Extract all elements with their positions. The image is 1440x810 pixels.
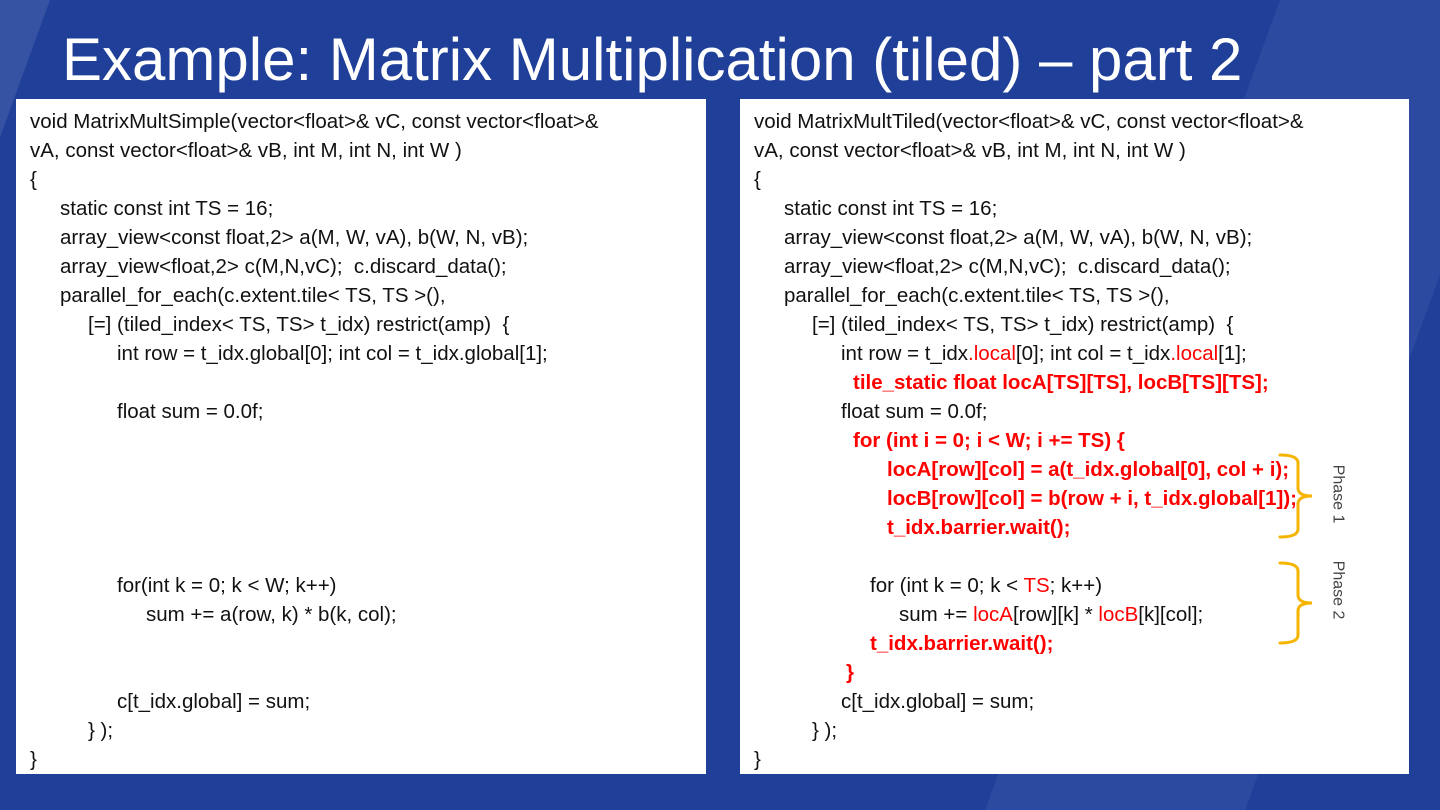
code-line — [841, 339, 1247, 368]
code-token: } — [30, 748, 37, 771]
code-token: [0]; int col = t_idx — [1015, 342, 1171, 365]
slide-title: Example: Matrix Multiplication (tiled) – part 2 — [62, 26, 1243, 93]
code-token: [1]; — [1218, 342, 1247, 365]
highlighted-code-token: locB — [1098, 603, 1139, 626]
code-token: c[t_idx.global] = sum; — [841, 690, 1035, 713]
code-line — [88, 716, 113, 745]
code-line — [784, 194, 997, 223]
code-token: static const int TS = 16; — [60, 197, 274, 220]
highlighted-code-token: for (int i = 0; i < W; i += TS) { — [853, 429, 1125, 452]
code-line — [899, 600, 1203, 629]
code-line — [812, 310, 1233, 339]
highlighted-code-token: tile_static float locA[TS][TS], locB[TS][TS]; — [853, 371, 1269, 394]
code-token: sum += a(row, k) * b(k, col); — [146, 603, 397, 626]
code-token: for (int k = 0; k < — [870, 574, 1024, 597]
code-line — [853, 426, 1125, 455]
code-line — [60, 252, 507, 281]
tiled-code-panel — [740, 99, 1409, 774]
code-token: vA, const vector<float>& vB, int M, int N, int W ) — [30, 139, 462, 162]
code-line — [841, 397, 987, 426]
code-line — [887, 455, 1289, 484]
code-line — [784, 252, 1231, 281]
highlighted-code-token: .local — [1170, 342, 1219, 365]
highlighted-code-token: t_idx.barrier.wait(); — [887, 516, 1071, 539]
code-token: [k][col]; — [1138, 603, 1204, 626]
highlighted-code-token: } — [846, 661, 854, 684]
code-line — [754, 165, 761, 194]
code-token: int row = t_idx — [841, 342, 969, 365]
code-token: } ); — [88, 719, 114, 742]
code-token: [=] (tiled_index< TS, TS> t_idx) restrict(amp) { — [88, 313, 510, 336]
highlighted-code-token: TS — [1023, 574, 1050, 597]
code-token: int row = t_idx.global[0]; int col = t_idx.global[1]; — [117, 342, 548, 365]
code-token: float sum = 0.0f; — [117, 400, 264, 423]
code-line — [117, 339, 548, 368]
highlighted-code-token: locA[row][col] = a(t_idx.global[0], col + i); — [887, 458, 1290, 481]
code-line — [60, 223, 528, 252]
code-line — [60, 281, 446, 310]
code-line — [30, 165, 37, 194]
code-line — [754, 136, 1186, 165]
code-token: for(int k = 0; k < W; k++) — [117, 574, 337, 597]
code-token: parallel_for_each(c.extent.tile< TS, TS >(), — [784, 284, 1170, 307]
code-token: vA, const vector<float>& vB, int M, int N, int W ) — [754, 139, 1186, 162]
code-line — [117, 571, 337, 600]
code-line — [754, 107, 1304, 136]
code-token: array_view<float,2> c(M,N,vC); c.discard_data(); — [60, 255, 507, 278]
code-line — [60, 194, 273, 223]
code-line — [841, 687, 1034, 716]
code-token: [=] (tiled_index< TS, TS> t_idx) restrict(amp) { — [812, 313, 1234, 336]
code-line — [146, 600, 397, 629]
code-token: sum += — [899, 603, 974, 626]
highlighted-code-token: locA — [973, 603, 1013, 626]
phase1-label: Phase 1 — [1329, 464, 1347, 524]
highlighted-code-token: locB[row][col] = b(row + i, t_idx.global[1]); — [887, 487, 1298, 510]
simple-code-panel — [16, 99, 706, 774]
code-token: array_view<const float,2> a(M, W, vA), b(W, N, vB); — [784, 226, 1253, 249]
code-token: void MatrixMultSimple(vector<float>& vC, const vector<float>& — [30, 110, 599, 133]
code-token: static const int TS = 16; — [784, 197, 998, 220]
code-line — [870, 629, 1053, 658]
code-line — [754, 745, 761, 774]
code-token: } ); — [812, 719, 838, 742]
code-token: array_view<float,2> c(M,N,vC); c.discard_data(); — [784, 255, 1231, 278]
code-token: array_view<const float,2> a(M, W, vA), b(W, N, vB); — [60, 226, 529, 249]
code-token: float sum = 0.0f; — [841, 400, 988, 423]
code-token: void MatrixMultTiled(vector<float>& vC, const vector<float>& — [754, 110, 1304, 133]
code-line — [853, 368, 1269, 397]
code-token: parallel_for_each(c.extent.tile< TS, TS >(), — [60, 284, 446, 307]
code-token: [row][k] * — [1012, 603, 1099, 626]
code-token: ; k++) — [1049, 574, 1103, 597]
code-line — [812, 716, 837, 745]
code-line — [887, 513, 1070, 542]
code-line — [846, 658, 854, 687]
code-line — [117, 687, 310, 716]
code-line — [88, 310, 509, 339]
code-line — [784, 223, 1252, 252]
phase2-brace — [1278, 561, 1318, 645]
highlighted-code-token: t_idx.barrier.wait(); — [870, 632, 1054, 655]
code-token: { — [30, 168, 37, 191]
code-line — [784, 281, 1170, 310]
code-line — [30, 107, 599, 136]
code-token: { — [754, 168, 761, 191]
code-line — [30, 745, 37, 774]
highlighted-code-token: .local — [968, 342, 1016, 365]
code-line — [117, 397, 263, 426]
code-token: } — [754, 748, 761, 771]
code-line — [30, 136, 462, 165]
code-line — [870, 571, 1102, 600]
phase2-label: Phase 2 — [1329, 560, 1347, 620]
code-token: c[t_idx.global] = sum; — [117, 690, 311, 713]
code-line — [887, 484, 1297, 513]
